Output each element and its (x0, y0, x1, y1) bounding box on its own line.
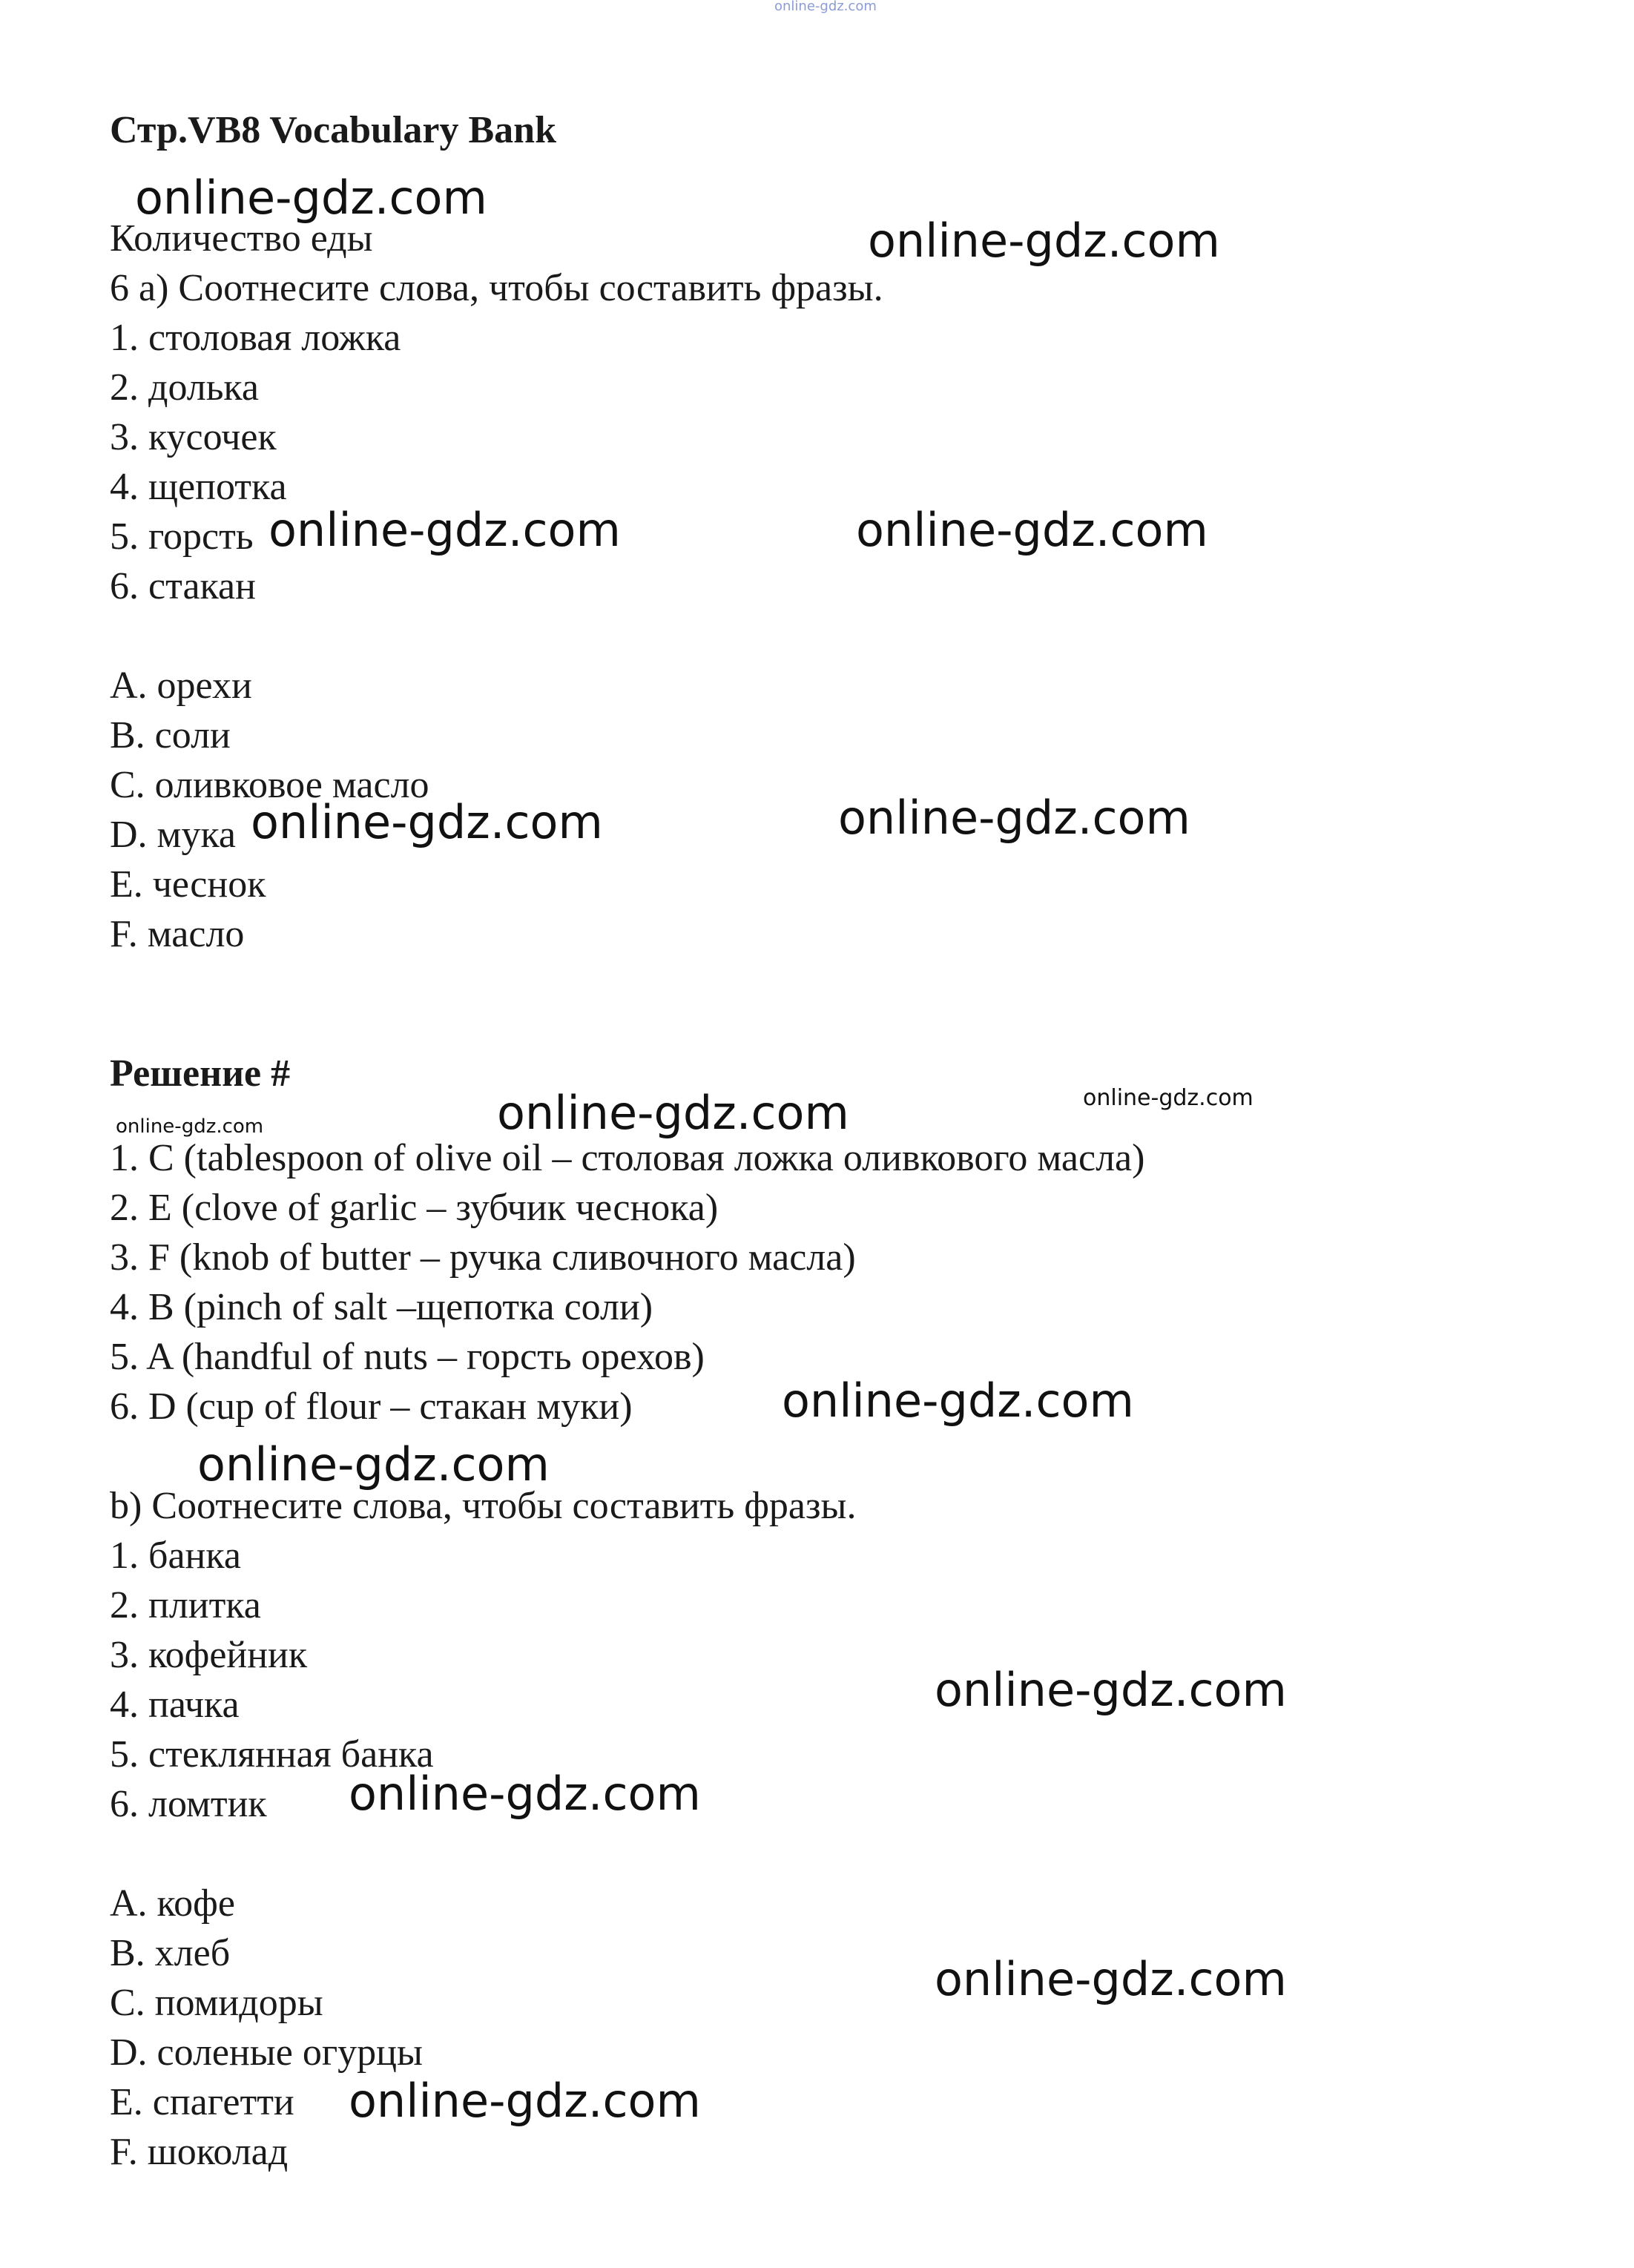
watermark: online-gdz.com (935, 1952, 1287, 2006)
watermark: online-gdz.com (116, 1115, 264, 1138)
part-b-option-c: C. помидоры (110, 1982, 323, 2024)
part-a-option-c: C. оливковое масло (110, 764, 429, 806)
part-a-instruction: 6 a) Соотнесите слова, чтобы составить фразы. (110, 267, 883, 309)
part-b-item-3: 3. кофейник (110, 1634, 308, 1676)
part-a-option-b: B. соли (110, 714, 231, 756)
part-b-item-4: 4. пачка (110, 1684, 240, 1726)
watermark: online-gdz.com (935, 1663, 1287, 1717)
part-b-item-2: 2. плитка (110, 1584, 261, 1626)
watermark: online-gdz.com (497, 1086, 849, 1140)
watermark: online-gdz.com (251, 795, 603, 849)
part-a-option-f: F. масло (110, 913, 245, 955)
watermark: online-gdz.com (269, 503, 621, 557)
watermark: online-gdz.com (197, 1437, 550, 1491)
part-a-item-6: 6. стакан (110, 565, 256, 607)
part-b-item-6: 6. ломтик (110, 1783, 267, 1825)
part-b-option-a: A. кофе (110, 1882, 235, 1925)
part-b-option-b: B. хлеб (110, 1932, 231, 1974)
section-subtitle: Количество еды (110, 217, 373, 260)
part-a-item-4: 4. щепотка (110, 466, 287, 508)
solution-answer-4: 4. B (pinch of salt –щепотка соли) (110, 1286, 653, 1328)
part-a-option-e: E. чеснок (110, 863, 266, 906)
part-a-item-2: 2. долька (110, 366, 259, 409)
watermark: online-gdz.com (838, 791, 1190, 845)
solution-answer-2: 2. E (clove of garlic – зубчик чеснока) (110, 1187, 719, 1229)
watermark: online-gdz.com (349, 1767, 701, 1821)
solution-answer-1: 1. C (tablespoon of olive oil – столовая ложка оливкового масла) (110, 1137, 1145, 1179)
part-b-item-5: 5. стеклянная банка (110, 1733, 434, 1776)
part-a-item-3: 3. кусочек (110, 416, 277, 458)
watermark: online-gdz.com (856, 503, 1208, 557)
page-title: Стр.VB8 Vocabulary Bank (110, 109, 557, 151)
part-a-item-5: 5. горсть (110, 515, 254, 558)
solution-answer-6: 6. D (cup of flour – стакан муки) (110, 1385, 633, 1428)
part-a-option-a: A. орехи (110, 665, 252, 707)
part-b-option-d: D. соленые огурцы (110, 2031, 423, 2074)
watermark: online-gdz.com (349, 2074, 701, 2128)
part-a-option-d: D. мука (110, 814, 237, 856)
watermark-top: online-gdz.com (774, 0, 877, 14)
watermark: online-gdz.com (135, 171, 487, 225)
solution-heading: Решение # (110, 1052, 291, 1095)
part-b-option-f: F. шоколад (110, 2131, 289, 2173)
watermark: online-gdz.com (868, 214, 1220, 268)
watermark: online-gdz.com (1083, 1085, 1253, 1111)
solution-answer-5: 5. A (handful of nuts – горсть орехов) (110, 1336, 705, 1378)
part-a-item-1: 1. столовая ложка (110, 317, 401, 359)
watermark: online-gdz.com (782, 1374, 1134, 1428)
part-b-item-1: 1. банка (110, 1534, 241, 1577)
solution-answer-3: 3. F (knob of butter – ручка сливочного масла) (110, 1236, 856, 1279)
part-b-instruction: b) Соотнесите слова, чтобы составить фразы. (110, 1485, 857, 1527)
part-b-option-e: E. спагетти (110, 2081, 294, 2123)
